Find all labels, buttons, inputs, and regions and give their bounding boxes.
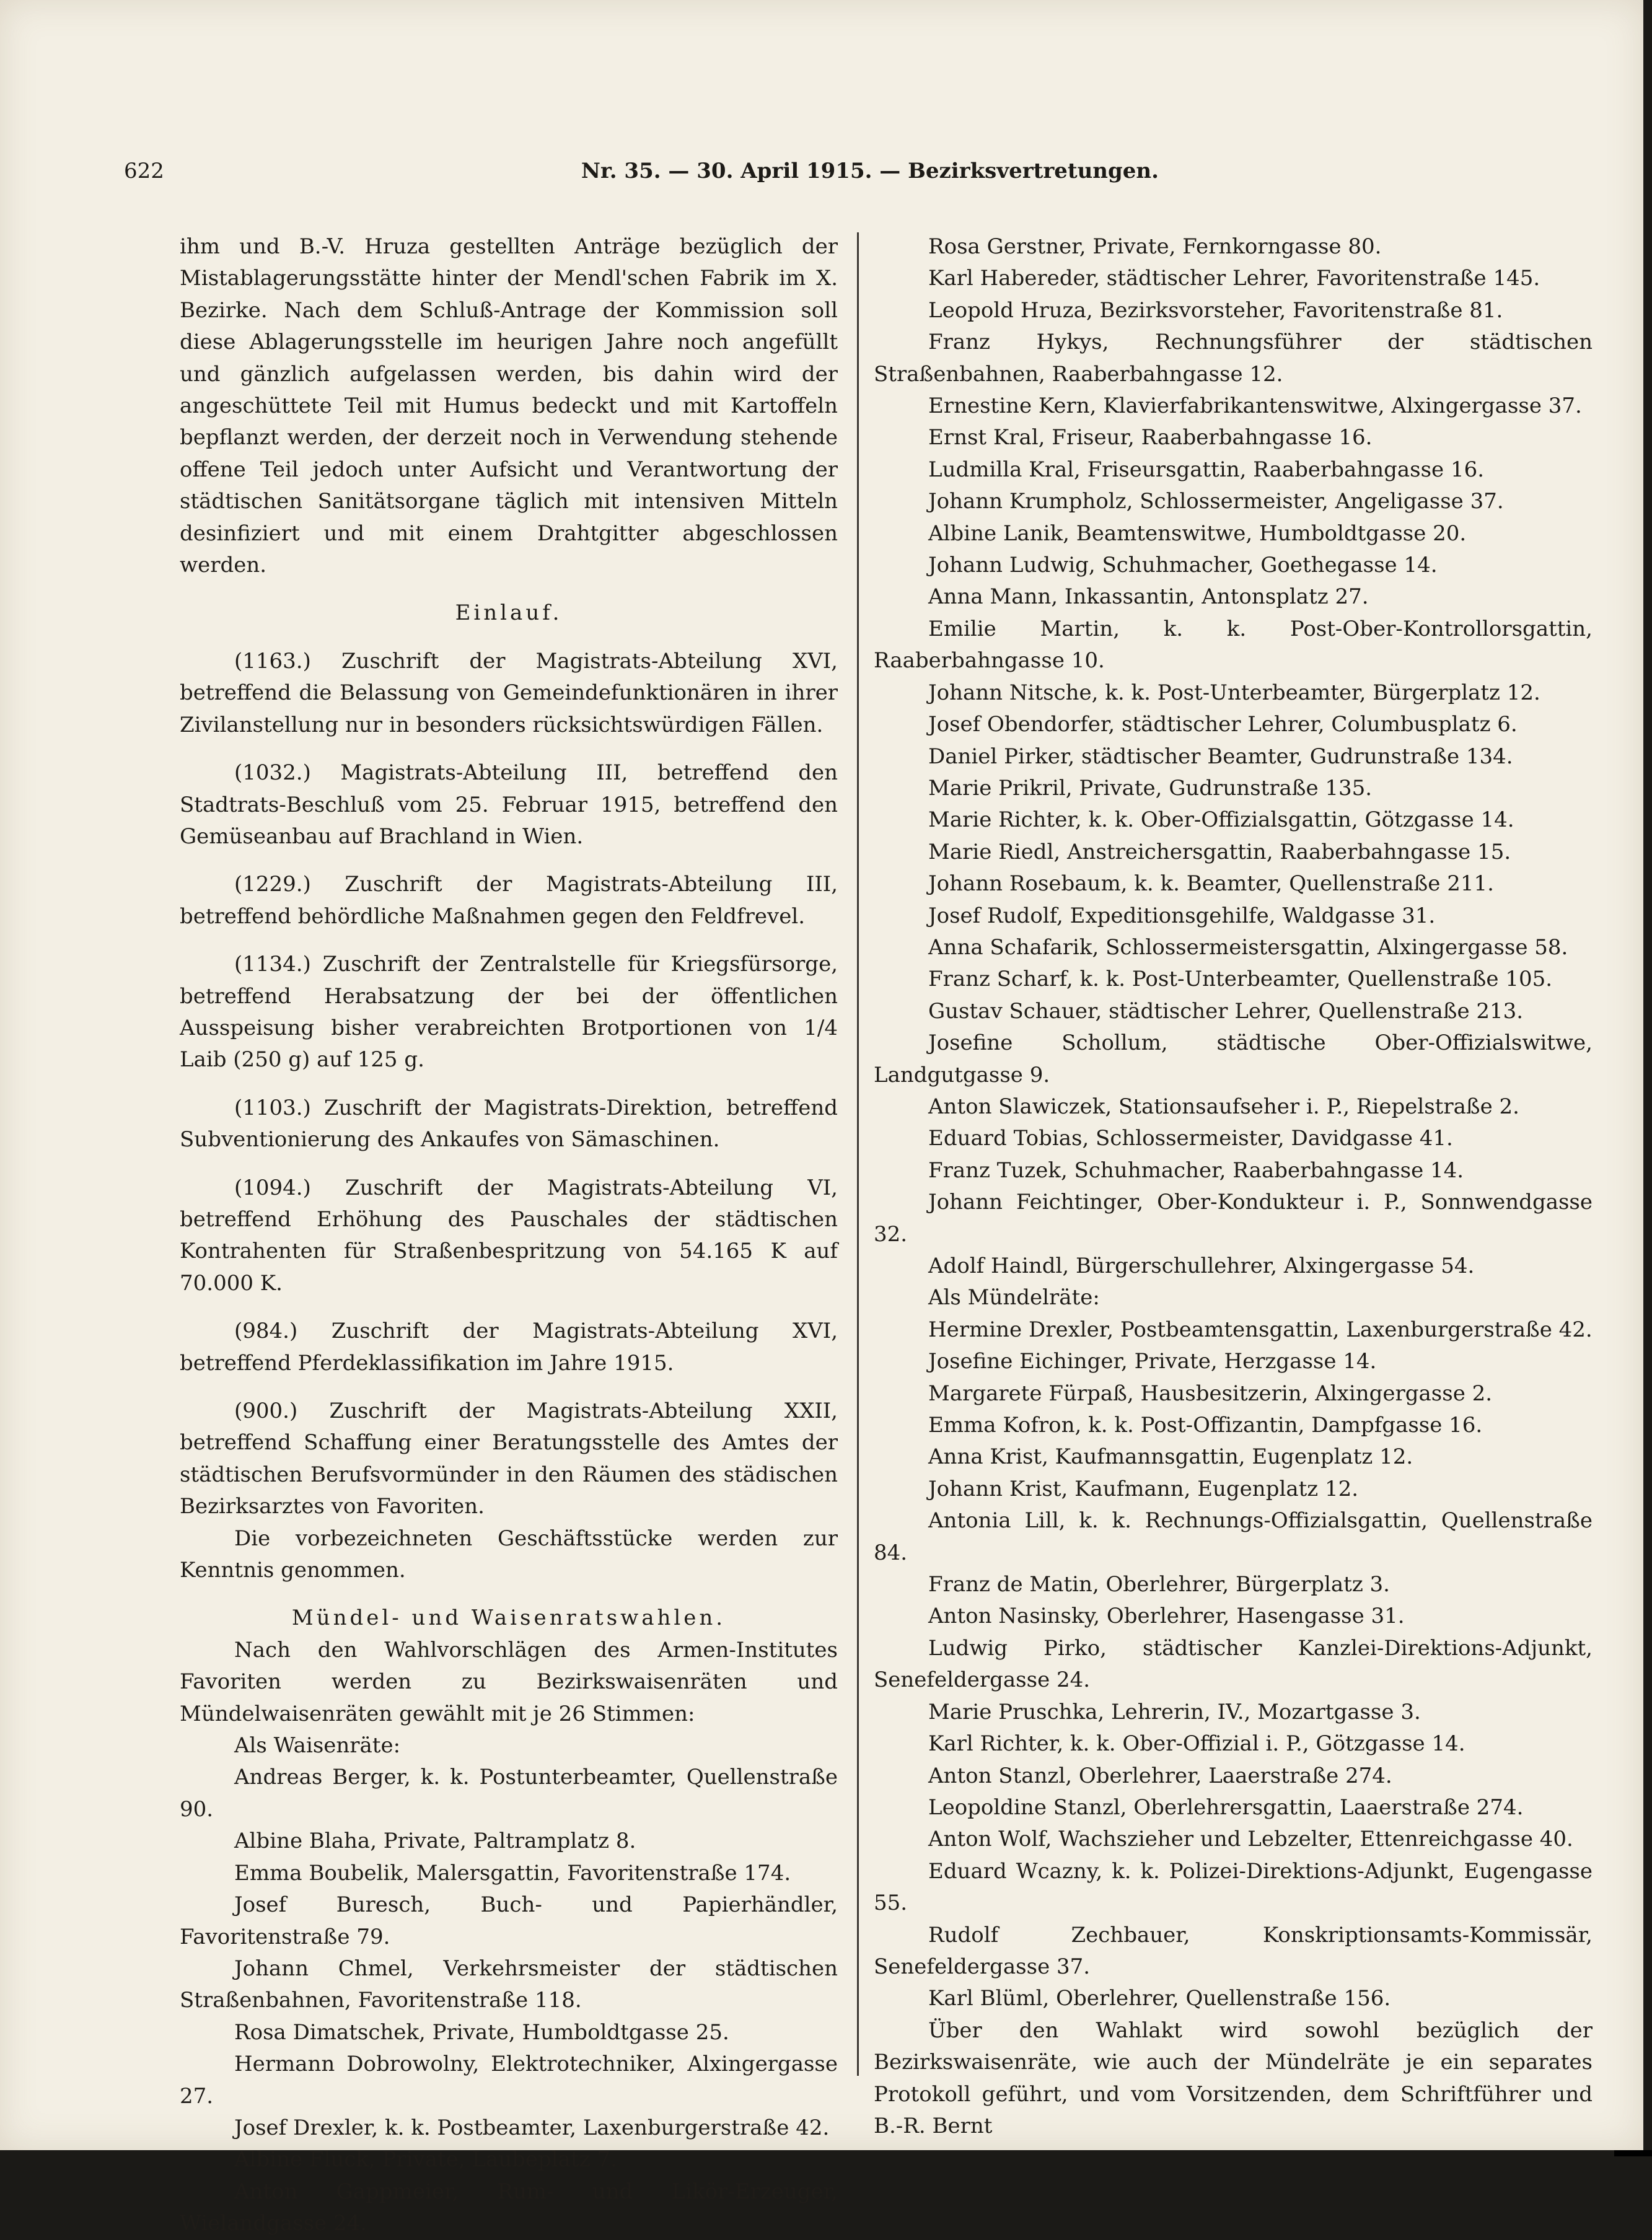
list-item: Margarete Fürpaß, Hausbesitzerin, Alxingergasse 2. xyxy=(928,1381,1493,1406)
list-item: Marie Prikril, Private, Gudrunstraße 135. xyxy=(928,775,1373,801)
list-item: Eduard Wcazny, k. k. Polizei-Direktions-Adjunkt, Eugengasse 55. xyxy=(874,1858,1593,1916)
issue-title: Nr. 35. — 30. April 1915. — Bezirksvertretungen. xyxy=(581,159,1159,183)
list-item: Leopoldine Stanzl, Oberlehrersgattin, Laaerstraße 274. xyxy=(928,1794,1524,1820)
paragraph: Andreas Berger, k. k. Postunterbeamter, Quellenstraße 90. xyxy=(180,1765,838,1822)
page-number: 622 xyxy=(124,159,164,183)
list-item: Anna Schafarik, Schlossermeistersgattin, Alxingergasse 58. xyxy=(928,934,1568,960)
paragraph: Hermann Dobrowolny, Elektrotechniker, Alxingergasse 27. xyxy=(180,2052,838,2109)
list-item: Hermine Drexler, Postbeamtensgattin, Laxenburgerstraße 42. xyxy=(928,1317,1593,1342)
paragraph: Rosa Dimatschek, Private, Humboldtgasse 25. xyxy=(234,2019,729,2045)
list-item: Über den Wahlakt wird sowohl bezüglich der Bezirkswaisenräte, wie auch der Mündelräte je ein separates Protokoll geführt, und vom Vorsitzenden, dem Schriftführer und B.-R. Bernt xyxy=(874,2018,1593,2138)
list-item: Johann Feichtinger, Ober-Kondukteur i. P., Sonnwendgasse 32. xyxy=(874,1190,1593,1247)
paragraph: Als Waisenräte: xyxy=(234,1733,401,1759)
paragraph: ihm und B.-V. Hruza gestellten Anträge bezüglich der Mistablagerungsstätte hinter der Mendl'schen Fabrik im X. Bezirke. Nach dem Schluß-Antrage der Kommission soll diese Ablagerungsstelle im heurigen Jahre noch angefüllt und gänzlich aufgelassen werden, bis dahin wird der angeschüttete Teil mit Humus bedeckt und mit Kartoffeln bepflanzt werden, der derzeit noch in Verwendung stehende offene Teil jedoch unter Aufsicht und Verantwortung der städtischen Sanitätsorgane täglich mit intensiven Mitteln desinfiziert und mit einem Drahtgitter abgeschlossen werden. xyxy=(180,234,838,578)
list-item: Johann Ludwig, Schuhmacher, Goethegasse 14. xyxy=(928,553,1438,578)
list-item: Johann Nitsche, k. k. Post-Unterbeamter, Bürgerplatz 12. xyxy=(928,680,1540,705)
paragraph: Die vorbezeichneten Geschäftsstücke werden zur Kenntnis genommen. xyxy=(180,1526,838,1583)
list-item: Josef Obendorfer, städtischer Lehrer, Columbusplatz 6. xyxy=(928,712,1518,737)
list-item: Gustav Schauer, städtischer Lehrer, Quellenstraße 213. xyxy=(928,998,1524,1024)
paragraph: (1094.) Zuschrift der Magistrats-Abteilung VI, betreffend Erhöhung des Pauschales der städtischen Kontrahenten für Straßenbespritzung von 54.165 K auf 70.000 K. xyxy=(180,1175,838,1296)
section-heading: Mündel- und Waisenratswahlen. xyxy=(291,1605,726,1631)
list-item: Emma Kofron, k. k. Post-Offizantin, Dampfgasse 16. xyxy=(928,1413,1483,1438)
paragraph: Albine Blaha, Private, Paltramplatz 8. xyxy=(234,1829,636,1854)
paragraph: (1103.) Zuschrift der Magistrats-Direktion, betreffend Subventionierung des Ankaufes von Sämaschinen. xyxy=(180,1095,838,1153)
list-item: Albine Lanik, Beamtenswitwe, Humboldtgasse 20. xyxy=(928,520,1467,546)
list-item: Eduard Tobias, Schlossermeister, Davidgasse 41. xyxy=(928,1126,1453,1151)
list-item: Antonia Lill, k. k. Rechnungs-Offizialsgattin, Quellenstraße 84. xyxy=(874,1508,1593,1565)
list-item: Karl Richter, k. k. Ober-Offizial i. P., Götzgasse 14. xyxy=(928,1731,1465,1757)
paragraph: (1163.) Zuschrift der Magistrats-Abteilung XVI, betreffend die Belassung von Gemeindefunktionären in ihrer Zivilanstellung nur in besonders rücksichtswürdigen Fällen. xyxy=(180,648,838,737)
paragraph: Josef Drexler, k. k. Postbeamter, Laxenburgerstraße 42. xyxy=(234,2115,830,2140)
list-item: Johann Krumpholz, Schlossermeister, Angeligasse 37. xyxy=(928,489,1504,514)
list-item: Rudolf Zechbauer, Konskriptionsamts-Kommissär, Senefeldergasse 37. xyxy=(874,1922,1593,1979)
list-item: Franz Hykys, Rechnungsführer der städtischen Straßenbahnen, Raaberbahngasse 12. xyxy=(874,330,1593,387)
list-item: Karl Habereder, städtischer Lehrer, Favoritenstraße 145. xyxy=(928,266,1540,291)
paragraph: Nach den Wahlvorschlägen des Armen-Institutes Favoriten werden zu Bezirkswaisenräten und Mündelwaisenräten gewählt mit je 26 Stimmen: xyxy=(180,1637,838,1726)
list-item: Anton Nasinsky, Oberlehrer, Hasengasse 31. xyxy=(928,1604,1405,1629)
paragraph: (900.) Zuschrift der Magistrats-Abteilung XXII, betreffend Schaffung einer Beratungsstelle des Amtes der städtischen Berufsvormünder in den Räumen des städischen Bezirksarztes von Favoriten. xyxy=(180,1399,838,1519)
page-header xyxy=(124,155,1159,186)
list-item: Josefine Schollum, städtische Ober-Offizialswitwe, Landgutgasse 9. xyxy=(874,1030,1593,1087)
list-item: Marie Riedl, Anstreichersgattin, Raaberbahngasse 15. xyxy=(928,839,1511,864)
list-item: Karl Blüml, Oberlehrer, Quellenstraße 156. xyxy=(928,1986,1391,2011)
paragraph: (1134.) Zuschrift der Zentralstelle für Kriegsfürsorge, betreffend Herabsatzung der bei der öffentlichen Ausspeisung bisher verabreichten Brotportionen von 1/4 Laib (250 g) auf 125 g. xyxy=(180,952,838,1073)
list-item: Johann Rosebaum, k. k. Beamter, Quellenstraße 211. xyxy=(928,871,1494,897)
list-item: Ludmilla Kral, Friseursgattin, Raaberbahngasse 16. xyxy=(928,457,1485,482)
paragraph: (1229.) Zuschrift der Magistrats-Abteilung III, betreffend behördliche Maßnahmen gegen den Feldfrevel. xyxy=(180,872,838,929)
section-heading: Einlauf. xyxy=(455,600,563,626)
paragraph: (1032.) Magistrats-Abteilung III, betreffend den Stadtrats-Beschluß vom 25. Februar 1915, betreffend den Gemüseanbau auf Brachland in Wien. xyxy=(180,760,838,849)
list-item: Franz de Matin, Oberlehrer, Bürgerplatz 3. xyxy=(928,1572,1390,1597)
paragraph: (984.) Zuschrift der Magistrats-Abteilung XVI, betreffend Pferdeklassifikation im Jahre 1915. xyxy=(180,1319,838,1376)
list-item: Josefine Eichinger, Private, Herzgasse 14. xyxy=(928,1349,1377,1374)
list-item: Leopold Hruza, Bezirksvorsteher, Favoritenstraße 81. xyxy=(928,297,1503,323)
paragraph: Emma Boubelik, Malersgattin, Favoritenstraße 174. xyxy=(234,1860,791,1886)
list-item: Marie Richter, k. k. Ober-Offizialsgattin, Götzgasse 14. xyxy=(928,807,1514,833)
paragraph: Anton Gappmeier, Rum- und Likör-Erzeuger, Wielandgasse 24. xyxy=(180,2179,838,2236)
list-item: Als Mündelräte: xyxy=(928,1285,1100,1311)
left-column xyxy=(180,231,838,2240)
column-rule xyxy=(857,232,859,2076)
list-item: Johann Krist, Kaufmann, Eugenplatz 12. xyxy=(928,1476,1359,1501)
list-item: Marie Pruschka, Lehrerin, IV., Mozartgasse 3. xyxy=(928,1699,1421,1724)
list-item: Josef Rudolf, Expeditionsgehilfe, Waldgasse 31. xyxy=(928,903,1436,928)
list-item: Anton Wolf, Wachszieher und Lebzelter, Ettenreichgasse 40. xyxy=(928,1827,1573,1852)
list-item: Ludwig Pirko, städtischer Kanzlei-Direktions-Adjunkt, Senefeldergasse 24. xyxy=(874,1635,1593,1693)
list-item: Emilie Martin, k. k. Post-Ober-Kontrollorsgattin, Raaberbahngasse 10. xyxy=(874,616,1593,674)
list-item: Anna Mann, Inkassantin, Antonsplatz 27. xyxy=(928,584,1369,610)
list-item: Anton Stanzl, Oberlehrer, Laaerstraße 274. xyxy=(928,1763,1392,1788)
list-item: Ernst Kral, Friseur, Raaberbahngasse 16. xyxy=(928,425,1373,450)
paragraph: Josef Buresch, Buch- und Papierhändler, Favoritenstraße 79. xyxy=(180,1892,838,1949)
right-column xyxy=(874,231,1593,2142)
paragraph: Albine Fluck, Private, Laubeplatz 7. xyxy=(234,2147,617,2172)
list-item: Franz Tuzek, Schuhmacher, Raaberbahngasse 14. xyxy=(928,1157,1464,1183)
list-item: Adolf Haindl, Bürgerschullehrer, Alxingergasse 54. xyxy=(928,1254,1475,1278)
paragraph: Johann Chmel, Verkehrsmeister der städtischen Straßenbahnen, Favoritenstraße 118. xyxy=(180,1956,838,2013)
list-item: Anna Krist, Kaufmannsgattin, Eugenplatz 12. xyxy=(928,1444,1413,1470)
list-item: Daniel Pirker, städtischer Beamter, Gudrunstraße 134. xyxy=(928,744,1513,769)
list-item: Rosa Gerstner, Private, Fernkorngasse 80. xyxy=(928,234,1382,259)
list-item: Anton Slawiczek, Stationsaufseher i. P., Riepelstraße 2. xyxy=(928,1094,1519,1119)
corner-mark xyxy=(1614,2150,1652,2156)
list-item: Franz Scharf, k. k. Post-Unterbeamter, Quellenstraße 105. xyxy=(928,967,1553,992)
list-item: Ernestine Kern, Klavierfabrikantenswitwe, Alxingergasse 37. xyxy=(928,393,1582,419)
